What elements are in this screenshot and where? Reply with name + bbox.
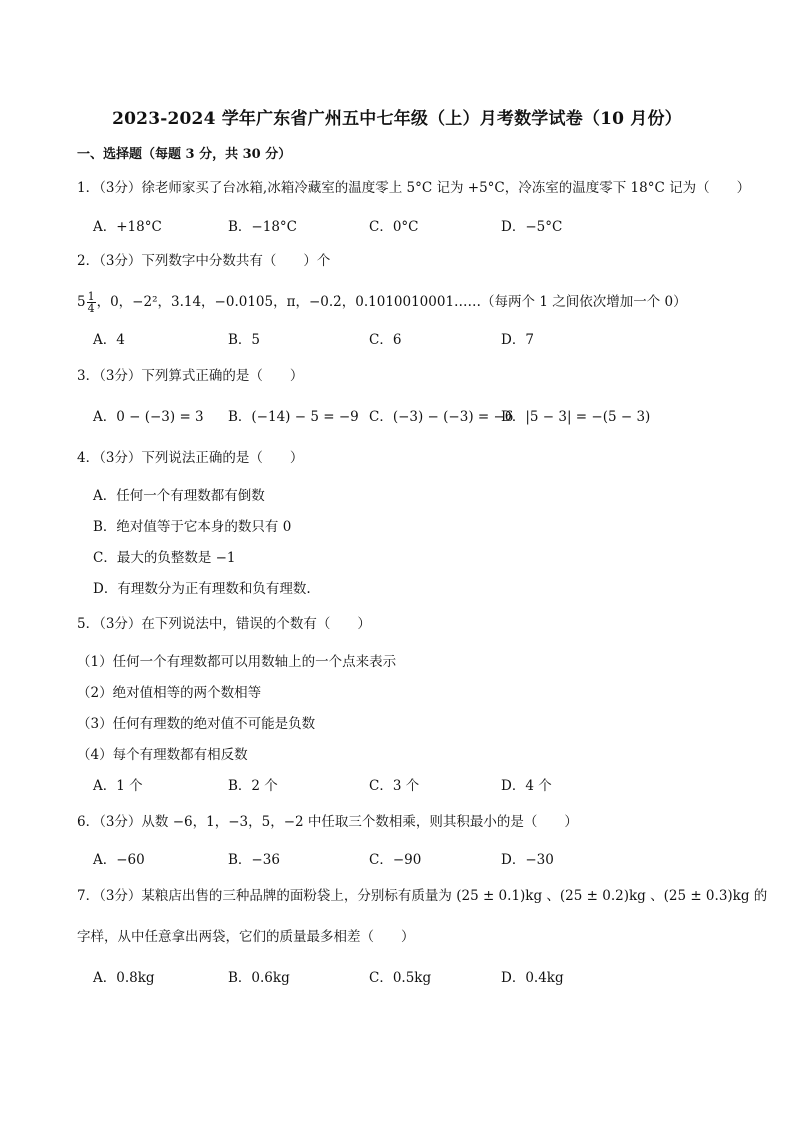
q7-option-b: B．0.6kg — [228, 970, 290, 986]
question-4-stem: 4．（3分）下列说法正确的是（ ） — [77, 450, 304, 466]
q3-option-c: C．(−3) − (−3) = −6 — [369, 409, 514, 425]
question-5-stem: 5．（3分）在下列说法中，错误的个数有（ ） — [77, 616, 371, 632]
q1-option-c: C．0°C — [369, 219, 419, 235]
q6-option-d: D．−30 — [501, 852, 554, 868]
q2-option-d: D．7 — [501, 332, 534, 348]
q5-option-c: C．3 个 — [369, 778, 420, 794]
q6-option-c: C．−90 — [369, 852, 422, 868]
fraction-denominator: 4 — [87, 302, 95, 315]
q2-option-b: B．5 — [228, 332, 261, 348]
q1-option-b: B．−18°C — [228, 219, 297, 235]
q3-option-b: B．(−14) − 5 = −9 — [228, 409, 359, 425]
q3-option-a: A．0 − (−3) = 3 — [93, 409, 204, 425]
question-2-stem: 2．（3分）下列数字中分数共有（ ）个 — [77, 253, 331, 269]
section-heading: 一、选择题（每题 3 分，共 30 分） — [77, 147, 292, 162]
q4-option-d: D．有理数分为正有理数和负有理数. — [93, 581, 311, 597]
q2-option-c: C．6 — [369, 332, 402, 348]
q4-option-b: B．绝对值等于它本身的数只有 0 — [93, 519, 292, 535]
number-list-rest: ，0，−2²，3.14，−0.0105，π，−0.2̇，0.1010010001……（每两个 1 之间依次增加一个 0） — [96, 294, 687, 310]
q5-statement-4: （4）每个有理数都有相反数 — [77, 747, 248, 763]
q5-option-a: A．1 个 — [93, 778, 143, 794]
question-2-number-list — [77, 291, 687, 314]
q4-option-c: C．最大的负整数是 −1 — [93, 550, 236, 566]
q4-option-a: A．任何一个有理数都有倒数 — [93, 488, 265, 504]
q5-statement-1: （1）任何一个有理数都可以用数轴上的一个点来表示 — [77, 654, 397, 670]
q5-statement-3: （3）任何有理数的绝对值不可能是负数 — [77, 716, 316, 732]
q6-option-b: B．−36 — [228, 852, 280, 868]
q7-option-c: C．0.5kg — [369, 970, 432, 986]
q1-option-d: D．−5°C — [501, 219, 563, 235]
q5-statement-2: （2）绝对值相等的两个数相等 — [77, 685, 262, 701]
fraction-numerator: 1 — [87, 290, 95, 303]
q1-option-a: A．+18°C — [93, 219, 162, 235]
q6-option-a: A．−60 — [93, 852, 145, 868]
q7-option-d: D．0.4kg — [501, 970, 564, 986]
question-7-stem-continued: 字样，从中任意拿出两袋，它们的质量最多相差（ ） — [77, 929, 415, 945]
exam-title: 2023-2024 学年广东省广州五中七年级（上）月考数学试卷（10 月份） — [112, 109, 682, 129]
q5-option-d: D．4 个 — [501, 778, 552, 794]
q2-option-a: A．4 — [93, 332, 125, 348]
question-1-stem: 1．（3分）徐老师家买了台冰箱,冰箱冷藏室的温度零上 5°C 记为 +5°C，冷冻室的温度零下 18°C 记为（ ） — [77, 180, 751, 196]
mixed-number-fraction — [87, 291, 96, 314]
question-3-stem: 3．（3分）下列算式正确的是（ ） — [77, 368, 304, 384]
q3-option-d: D．|5 − 3| = −(5 − 3) — [501, 409, 651, 425]
mixed-number-whole: 5 — [77, 294, 86, 310]
question-7-stem: 7．（3分）某粮店出售的三种品牌的面粉袋上，分别标有质量为 (25 ± 0.1)kg 、(25 ± 0.2)kg 、(25 ± 0.3)kg 的 — [77, 888, 768, 904]
question-6-stem: 6．（3分）从数 −6，1，−3，5，−2 中任取三个数相乘，则其积最小的是（ ） — [77, 814, 578, 830]
q5-option-b: B．2 个 — [228, 778, 278, 794]
q7-option-a: A．0.8kg — [93, 970, 155, 986]
